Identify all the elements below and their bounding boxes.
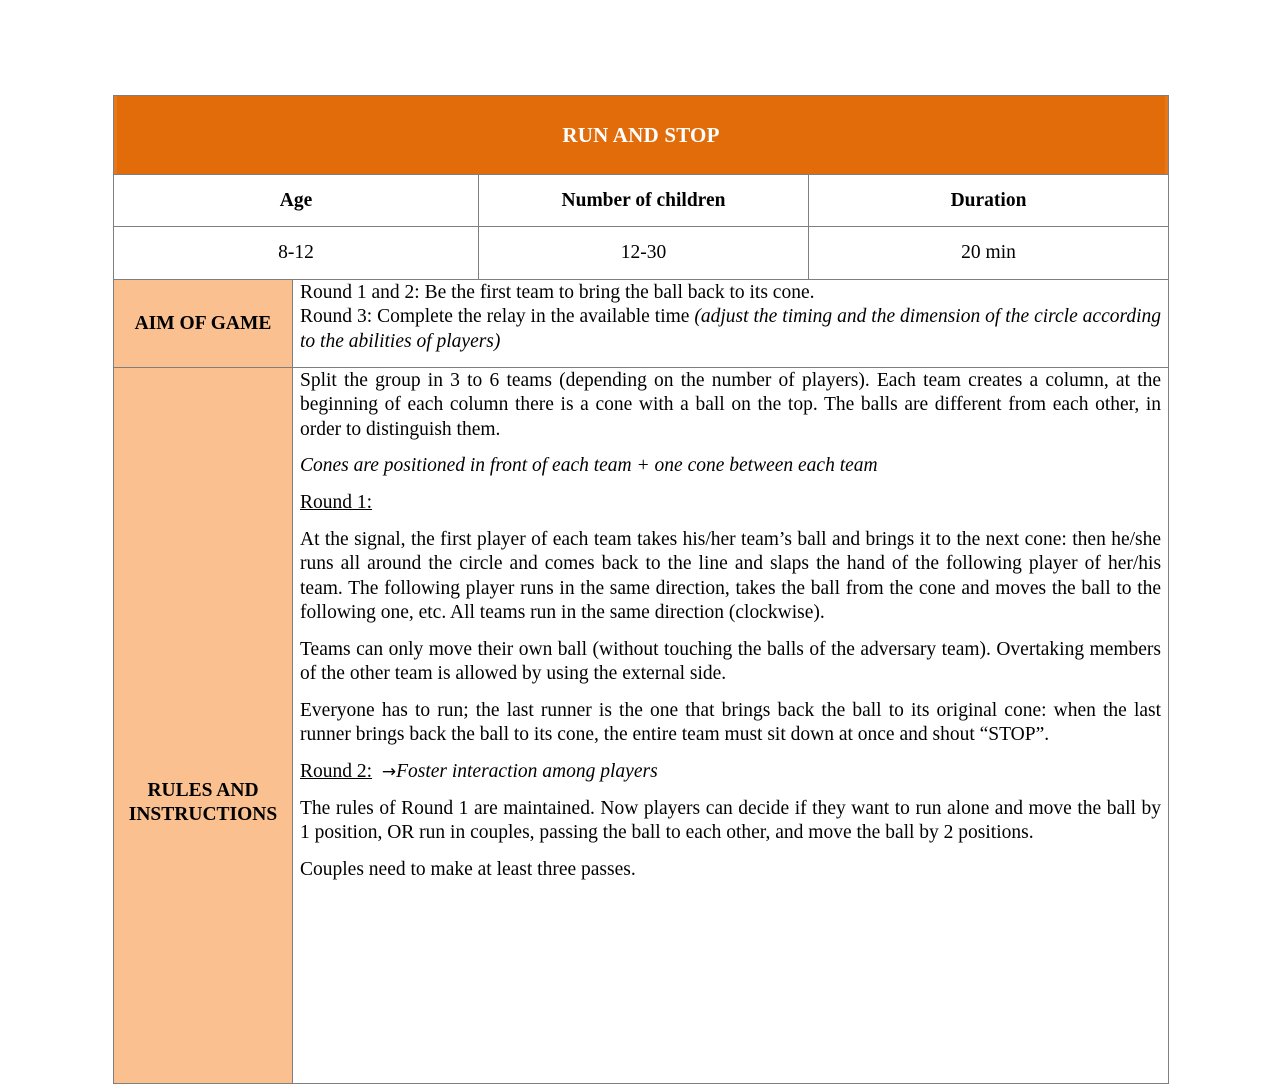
round-2-heading-line [300, 760, 1161, 784]
rules-row [114, 368, 1169, 1084]
duration-value: 20 min [809, 227, 1169, 280]
rules-label-cell [114, 368, 293, 1084]
game-table [113, 95, 1169, 1084]
age-header: Age [114, 175, 479, 227]
aim-line-2 [300, 305, 1161, 354]
cones-note: Cones are positioned in front of each team + one cone between each team [300, 455, 878, 477]
rules-paragraph-balls: Teams can only move their own ball (without touching the balls of the adversary team). Overtaking members of the other team is allowed by using the external side. [300, 638, 1162, 684]
rules-paragraph-cones [300, 454, 1161, 478]
game-title: RUN AND STOP [562, 122, 720, 147]
aim-label: AIM OF GAME [134, 312, 272, 334]
rules-paragraph-setup: Split the group in 3 to 6 teams (depending on the number of players). Each team creates a column, at the beginning of each column there is a cone with a ball on the top. The balls are different from each other, in order to distinguish them. [300, 370, 1162, 440]
rules-paragraph-everyone: Everyone has to run; the last runner is the one that brings back the ball to its original cone: when the last runner brings back the ball to its cone, the entire team must sit down at once and shout “STOP”. [300, 699, 1162, 746]
children-value: 12-30 [479, 227, 809, 280]
aim-line-2-note: (adjust the timing and the dimension of the circle according to the abilities of players) [300, 306, 1162, 352]
round-2-note: Foster interaction among players [396, 760, 658, 782]
aim-label-cell [114, 280, 293, 368]
meta-value-row [114, 227, 1169, 280]
rules-label-line-2: INSTRUCTIONS [128, 804, 278, 825]
round-1-heading-line [300, 491, 1161, 515]
aim-line-1: Round 1 and 2: Be the first team to bring the ball back to its cone. [300, 282, 815, 303]
game-sheet [113, 95, 1168, 1084]
children-header: Number of children [479, 175, 809, 227]
arrow-right-icon: → [381, 761, 397, 782]
rules-content [293, 368, 1169, 1084]
title-cell [114, 96, 1169, 175]
aim-content [293, 280, 1169, 368]
meta-header-row [114, 175, 1169, 227]
aim-line-2-text: Round 3: Complete the relay in the available time [300, 306, 695, 328]
round-1-heading: Round 1: [300, 492, 373, 514]
round-2-heading: Round 2: [300, 760, 373, 782]
title-row [114, 96, 1169, 175]
rules-paragraph-round2: The rules of Round 1 are maintained. Now players can decide if they want to run alone and move the ball by 1 position, OR run in couples, passing the ball to each other, and move the ball by 2 positions. [300, 797, 1162, 843]
duration-header: Duration [809, 175, 1169, 227]
rules-paragraph-round1: At the signal, the first player of each team takes his/her team’s ball and brings it to the next cone: then he/she runs all around the circle and comes back to the line and slaps the hand of the following player of her/his team. The following player runs in the same direction, takes the ball from the cone and moves the ball to the following one, etc. All teams run in the same direction (clockwise). [300, 528, 1162, 623]
rules-label-line-1: RULES AND [147, 780, 259, 801]
age-value: 8-12 [114, 227, 479, 280]
aim-row [114, 280, 1169, 368]
rules-paragraph-couples: Couples need to make at least three passes. [300, 858, 636, 880]
